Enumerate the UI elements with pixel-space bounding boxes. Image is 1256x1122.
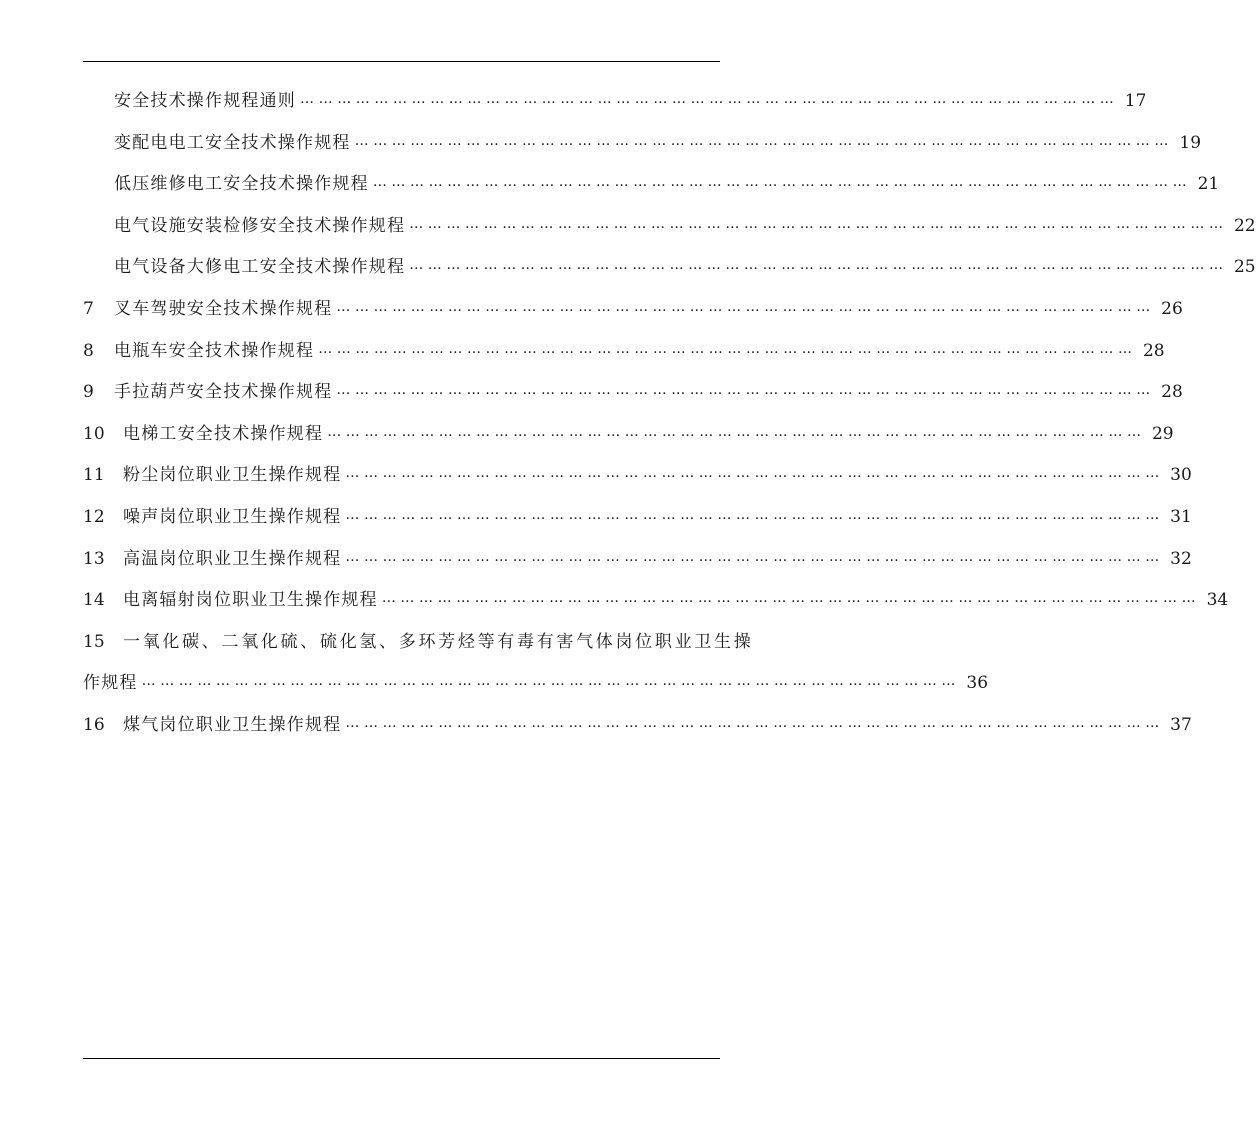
toc-entry-line xyxy=(83,127,1202,153)
toc-leader-dots: …………………………………………………………………………………………………………………… xyxy=(354,132,1174,149)
toc-entry-page: 28 xyxy=(1142,340,1165,361)
toc-entry-page: 17 xyxy=(1124,91,1147,111)
toc-entry-title: 低压维修电工安全技术操作规程 xyxy=(114,174,369,195)
toc-entry-number: 7 xyxy=(83,298,94,319)
header-rule xyxy=(83,61,720,62)
toc-leader-dots: …………………………………………………………………………………………………………………… xyxy=(318,340,1137,357)
toc-entry-line xyxy=(83,210,1256,236)
toc-entry-number: 10 xyxy=(83,423,105,444)
toc-entry-title: 叉车驾驶安全技术操作规程 xyxy=(114,298,333,319)
toc-entry-line xyxy=(83,667,989,694)
toc-entry[interactable] xyxy=(83,202,1256,244)
toc-entry-line xyxy=(83,543,1192,569)
toc-entry-page: 19 xyxy=(1179,132,1202,153)
toc-leader-dots: …………………………………………………………………………………………………………………… xyxy=(381,590,1201,607)
toc-entry-number: 12 xyxy=(83,506,105,527)
toc-entry-line xyxy=(83,85,1147,111)
toc-leader-dots: …………………………………………………………………………………………………………………… xyxy=(345,506,1164,523)
toc-entry-line xyxy=(83,251,1256,278)
toc-entry-title: 电气设施安装检修安全技术操作规程 xyxy=(114,215,406,236)
toc-entry-title: 安全技术操作规程通则 xyxy=(114,91,296,111)
toc-entry[interactable] xyxy=(83,160,1220,202)
toc-entry-title: 电离辐射岗位职业卫生操作规程 xyxy=(123,590,378,611)
toc-entry-line xyxy=(83,293,1183,319)
toc-entry-page: 32 xyxy=(1170,548,1192,569)
toc-entry[interactable] xyxy=(83,576,1229,618)
toc-entry-line xyxy=(83,584,1229,611)
toc-leader-dots: …………………………………………………………………………………………………………………… xyxy=(141,673,961,690)
toc-entry-title: 电气设备大修电工安全技术操作规程 xyxy=(114,257,406,278)
table-of-contents xyxy=(83,77,1256,743)
toc-entry-title: 电瓶车安全技术操作规程 xyxy=(114,340,315,361)
toc-entry-title: 手拉葫芦安全技术操作规程 xyxy=(114,382,333,403)
toc-leader-dots: …………………………………………………………………………………………………………………… xyxy=(409,257,1228,274)
toc-leader-dots: …………………………………………………………………………………………………………………… xyxy=(336,298,1155,315)
toc-entry-title: 高温岗位职业卫生操作规程 xyxy=(123,548,342,569)
toc-entry[interactable] xyxy=(83,327,1165,369)
toc-entry-page: 22 xyxy=(1233,215,1256,236)
toc-entry[interactable] xyxy=(83,368,1183,410)
toc-entry-line xyxy=(83,501,1192,527)
toc-entry-number: 16 xyxy=(83,714,105,735)
toc-entry[interactable] xyxy=(83,618,989,701)
toc-entry-title-continued: 作规程 xyxy=(83,673,138,694)
toc-leader-dots: …………………………………………………………………………………………………………………… xyxy=(345,465,1164,482)
toc-entry[interactable] xyxy=(83,410,1174,452)
toc-leader-dots: …………………………………………………………………………………………………………………… xyxy=(345,714,1164,731)
toc-entry-page: 34 xyxy=(1206,590,1229,611)
toc-entry-number: 8 xyxy=(83,340,94,361)
toc-entry-line xyxy=(83,168,1220,195)
toc-entry-line xyxy=(83,626,754,652)
toc-entry-title: 一氧化碳、二氧化硫、硫化氢、多环芳烃等有毒有害气体岗位职业卫生操 xyxy=(123,631,754,652)
toc-entry-line xyxy=(83,709,1192,735)
toc-entry[interactable] xyxy=(83,451,1192,493)
toc-entry-page: 28 xyxy=(1161,382,1183,403)
toc-entry-number: 11 xyxy=(83,465,105,486)
toc-entry-page: 37 xyxy=(1170,714,1192,735)
toc-entry[interactable] xyxy=(83,701,1192,743)
toc-entry[interactable] xyxy=(83,243,1256,285)
toc-entry[interactable] xyxy=(83,119,1202,161)
toc-entry-page: 36 xyxy=(966,673,989,694)
toc-entry-page: 25 xyxy=(1233,257,1256,278)
toc-leader-dots: …………………………………………………………………………………………………………………… xyxy=(336,382,1155,399)
toc-entry-title: 电梯工安全技术操作规程 xyxy=(123,423,324,444)
toc-entry-page: 30 xyxy=(1170,465,1192,486)
toc-entry-number: 13 xyxy=(83,548,105,569)
toc-leader-dots: …………………………………………………………………………………………………………………… xyxy=(409,215,1228,232)
toc-leader-dots: …………………………………………………………………………………………………………………… xyxy=(372,174,1192,191)
toc-entry[interactable] xyxy=(83,535,1192,577)
toc-entry-title: 煤气岗位职业卫生操作规程 xyxy=(123,714,342,735)
toc-entry-title: 噪声岗位职业卫生操作规程 xyxy=(123,506,342,527)
toc-entry-number: 15 xyxy=(83,631,105,652)
toc-leader-dots: …………………………………………………………………………………………………………………… xyxy=(327,423,1146,440)
toc-entry-line xyxy=(83,418,1174,444)
toc-leader-dots: …………………………………………………………………………………………………………………… xyxy=(345,548,1164,565)
toc-entry-page: 21 xyxy=(1197,174,1220,195)
toc-entry-title: 粉尘岗位职业卫生操作规程 xyxy=(123,465,342,486)
toc-entry[interactable] xyxy=(83,493,1192,535)
toc-entry-number: 9 xyxy=(83,382,94,403)
toc-entry[interactable] xyxy=(83,77,1147,119)
toc-entry-number: 14 xyxy=(83,590,105,611)
toc-entry-line xyxy=(83,459,1192,486)
toc-entry-line xyxy=(83,335,1165,361)
toc-leader-dots: …………………………………………………………………………………………………………………… xyxy=(300,91,1119,107)
toc-entry-title: 变配电电工安全技术操作规程 xyxy=(114,132,351,153)
footer-rule xyxy=(83,1058,720,1059)
toc-entry-page: 29 xyxy=(1151,423,1174,444)
toc-entry-page: 31 xyxy=(1170,506,1192,527)
toc-entry-line xyxy=(83,376,1183,403)
toc-entry-page: 26 xyxy=(1161,298,1183,319)
toc-entry[interactable] xyxy=(83,285,1183,327)
